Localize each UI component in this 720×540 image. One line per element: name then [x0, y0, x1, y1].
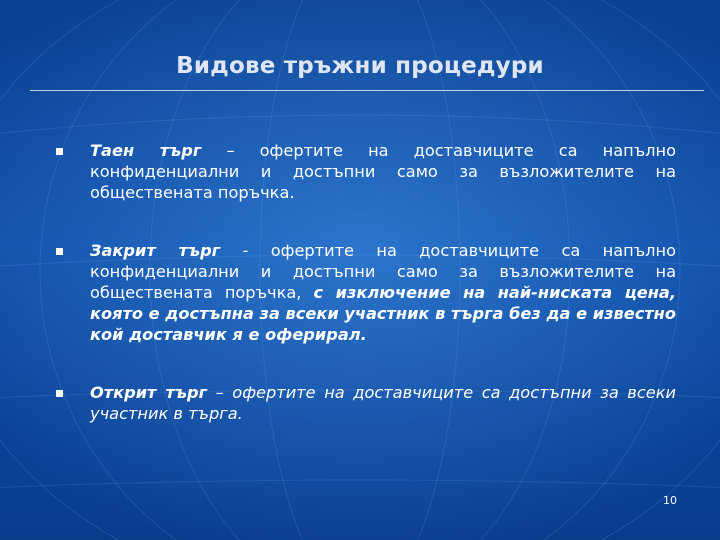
term-label: Закрит търг — [90, 241, 221, 260]
square-bullet-icon — [56, 248, 63, 255]
list-item-secret-auction — [56, 140, 676, 203]
square-bullet-icon — [56, 390, 63, 397]
term-description: – офертите на доставчиците са достъпни за всеки участник в търга. — [90, 383, 676, 423]
term-emphasis: с изключение на най-ниската цена, която е достъпна за всеки участник в търга без да е известно кой доставчик я е оферирал. — [90, 283, 676, 344]
term-label: Таен търг — [90, 141, 202, 160]
term-description: - офертите на доставчиците са напълно конфиденциални и достъпни само за възложителите на обществената поръчка, — [90, 241, 676, 302]
list-item-closed-auction — [56, 240, 676, 345]
title-divider — [30, 90, 704, 91]
page-number: 10 — [663, 494, 677, 507]
list-item-open-auction — [56, 382, 676, 424]
term-description: – офертите на доставчиците са напълно конфиденциални и достъпни само за възложителите на обществената поръчка. — [90, 141, 676, 202]
term-label: Открит търг — [90, 383, 208, 402]
square-bullet-icon — [56, 148, 63, 155]
slide-title: Видове тръжни процедури — [176, 53, 544, 79]
bullet-list — [56, 140, 676, 424]
